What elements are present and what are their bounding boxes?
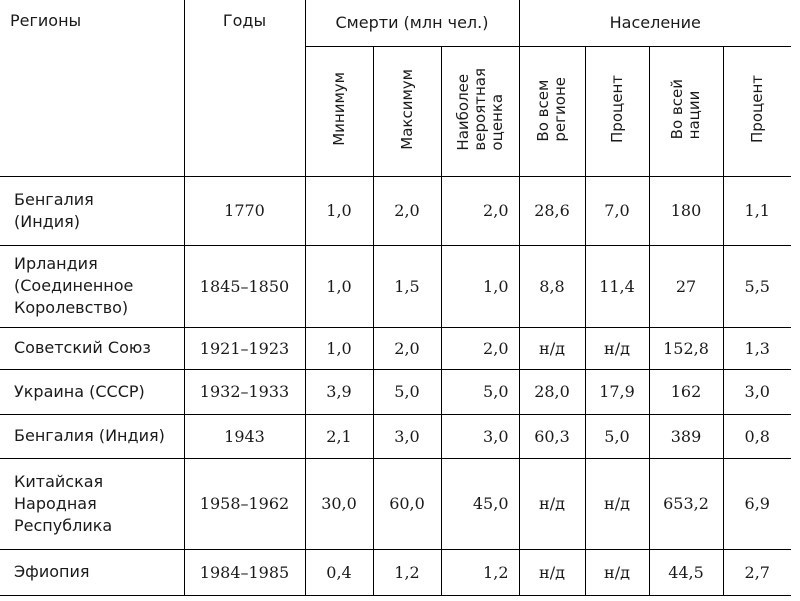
max-cell: 2,0 xyxy=(373,176,441,245)
header-percent1-cell xyxy=(585,46,649,176)
region-cell: Бенгалия (Индия) xyxy=(0,176,184,245)
table-row xyxy=(0,414,791,458)
header-min-cell xyxy=(305,46,373,176)
min-cell: 30,0 xyxy=(305,458,373,549)
percent2-cell: 0,8 xyxy=(723,414,791,458)
region-cell: Советский Союз xyxy=(0,327,184,369)
min-cell: 3,9 xyxy=(305,369,373,414)
best-cell: 45,0 xyxy=(441,458,519,549)
nation-pop-cell: 180 xyxy=(649,176,723,245)
header-best: Наиболее вероятная оценка xyxy=(453,67,506,151)
best-cell: 5,0 xyxy=(441,369,519,414)
years-cell: 1932–1933 xyxy=(184,369,305,414)
header-percent1: Процент xyxy=(607,75,626,143)
region-cell: Бенгалия (Индия) xyxy=(0,414,184,458)
min-cell: 0,4 xyxy=(305,549,373,595)
best-cell: 2,0 xyxy=(441,176,519,245)
years-cell: 1984–1985 xyxy=(184,549,305,595)
region-cell: Эфиопия xyxy=(0,549,184,595)
years-cell: 1921–1923 xyxy=(184,327,305,369)
table-row xyxy=(0,369,791,414)
header-population: Население xyxy=(519,0,791,46)
region-pop-cell: 60,3 xyxy=(519,414,585,458)
header-deaths: Смерти (млн чел.) xyxy=(305,0,519,46)
percent2-cell: 6,9 xyxy=(723,458,791,549)
percent2-cell: 1,3 xyxy=(723,327,791,369)
header-max-cell xyxy=(373,46,441,176)
percent2-cell: 1,1 xyxy=(723,176,791,245)
table-row xyxy=(0,327,791,369)
years-cell: 1943 xyxy=(184,414,305,458)
nation-pop-cell: 653,2 xyxy=(649,458,723,549)
years-cell: 1958–1962 xyxy=(184,458,305,549)
header-region-pop: Во всем регионе xyxy=(534,76,569,142)
region-pop-cell: н/д xyxy=(519,549,585,595)
header-nation-pop: Во всей нации xyxy=(668,78,703,140)
percent2-cell: 2,7 xyxy=(723,549,791,595)
header-best-cell xyxy=(441,46,519,176)
max-cell: 3,0 xyxy=(373,414,441,458)
header-percent2: Процент xyxy=(747,75,766,143)
best-cell: 1,0 xyxy=(441,245,519,327)
max-cell: 5,0 xyxy=(373,369,441,414)
region-cell: Ирландия (Соединенное Королевство) xyxy=(0,245,184,327)
max-cell: 1,5 xyxy=(373,245,441,327)
header-years: Годы xyxy=(184,0,305,176)
region-pop-cell: н/д xyxy=(519,458,585,549)
percent1-cell: н/д xyxy=(585,549,649,595)
region-cell: Украина (СССР) xyxy=(0,369,184,414)
header-min: Минимум xyxy=(329,72,348,146)
percent1-cell: н/д xyxy=(585,327,649,369)
header-nation-pop-cell xyxy=(649,46,723,176)
percent1-cell: 5,0 xyxy=(585,414,649,458)
region-pop-cell: 28,6 xyxy=(519,176,585,245)
nation-pop-cell: 27 xyxy=(649,245,723,327)
percent1-cell: 11,4 xyxy=(585,245,649,327)
nation-pop-cell: 162 xyxy=(649,369,723,414)
nation-pop-cell: 389 xyxy=(649,414,723,458)
min-cell: 1,0 xyxy=(305,245,373,327)
best-cell: 3,0 xyxy=(441,414,519,458)
header-max: Максимум xyxy=(397,68,416,150)
min-cell: 2,1 xyxy=(305,414,373,458)
table-row xyxy=(0,176,791,245)
header-region-pop-cell xyxy=(519,46,585,176)
percent2-cell: 5,5 xyxy=(723,245,791,327)
max-cell: 2,0 xyxy=(373,327,441,369)
header-percent2-cell xyxy=(723,46,791,176)
region-pop-cell: 28,0 xyxy=(519,369,585,414)
table-row xyxy=(0,549,791,595)
best-cell: 1,2 xyxy=(441,549,519,595)
table-row xyxy=(0,458,791,549)
percent1-cell: 17,9 xyxy=(585,369,649,414)
table-row xyxy=(0,245,791,327)
percent2-cell: 3,0 xyxy=(723,369,791,414)
nation-pop-cell: 152,8 xyxy=(649,327,723,369)
percent1-cell: 7,0 xyxy=(585,176,649,245)
years-cell: 1770 xyxy=(184,176,305,245)
percent1-cell: н/д xyxy=(585,458,649,549)
nation-pop-cell: 44,5 xyxy=(649,549,723,595)
best-cell: 2,0 xyxy=(441,327,519,369)
max-cell: 60,0 xyxy=(373,458,441,549)
header-regions: Регионы xyxy=(0,0,184,176)
years-cell: 1845–1850 xyxy=(184,245,305,327)
region-pop-cell: 8,8 xyxy=(519,245,585,327)
max-cell: 1,2 xyxy=(373,549,441,595)
min-cell: 1,0 xyxy=(305,327,373,369)
region-cell: Китайская Народная Республика xyxy=(0,458,184,549)
region-pop-cell: н/д xyxy=(519,327,585,369)
min-cell: 1,0 xyxy=(305,176,373,245)
header-row-top xyxy=(0,0,791,46)
